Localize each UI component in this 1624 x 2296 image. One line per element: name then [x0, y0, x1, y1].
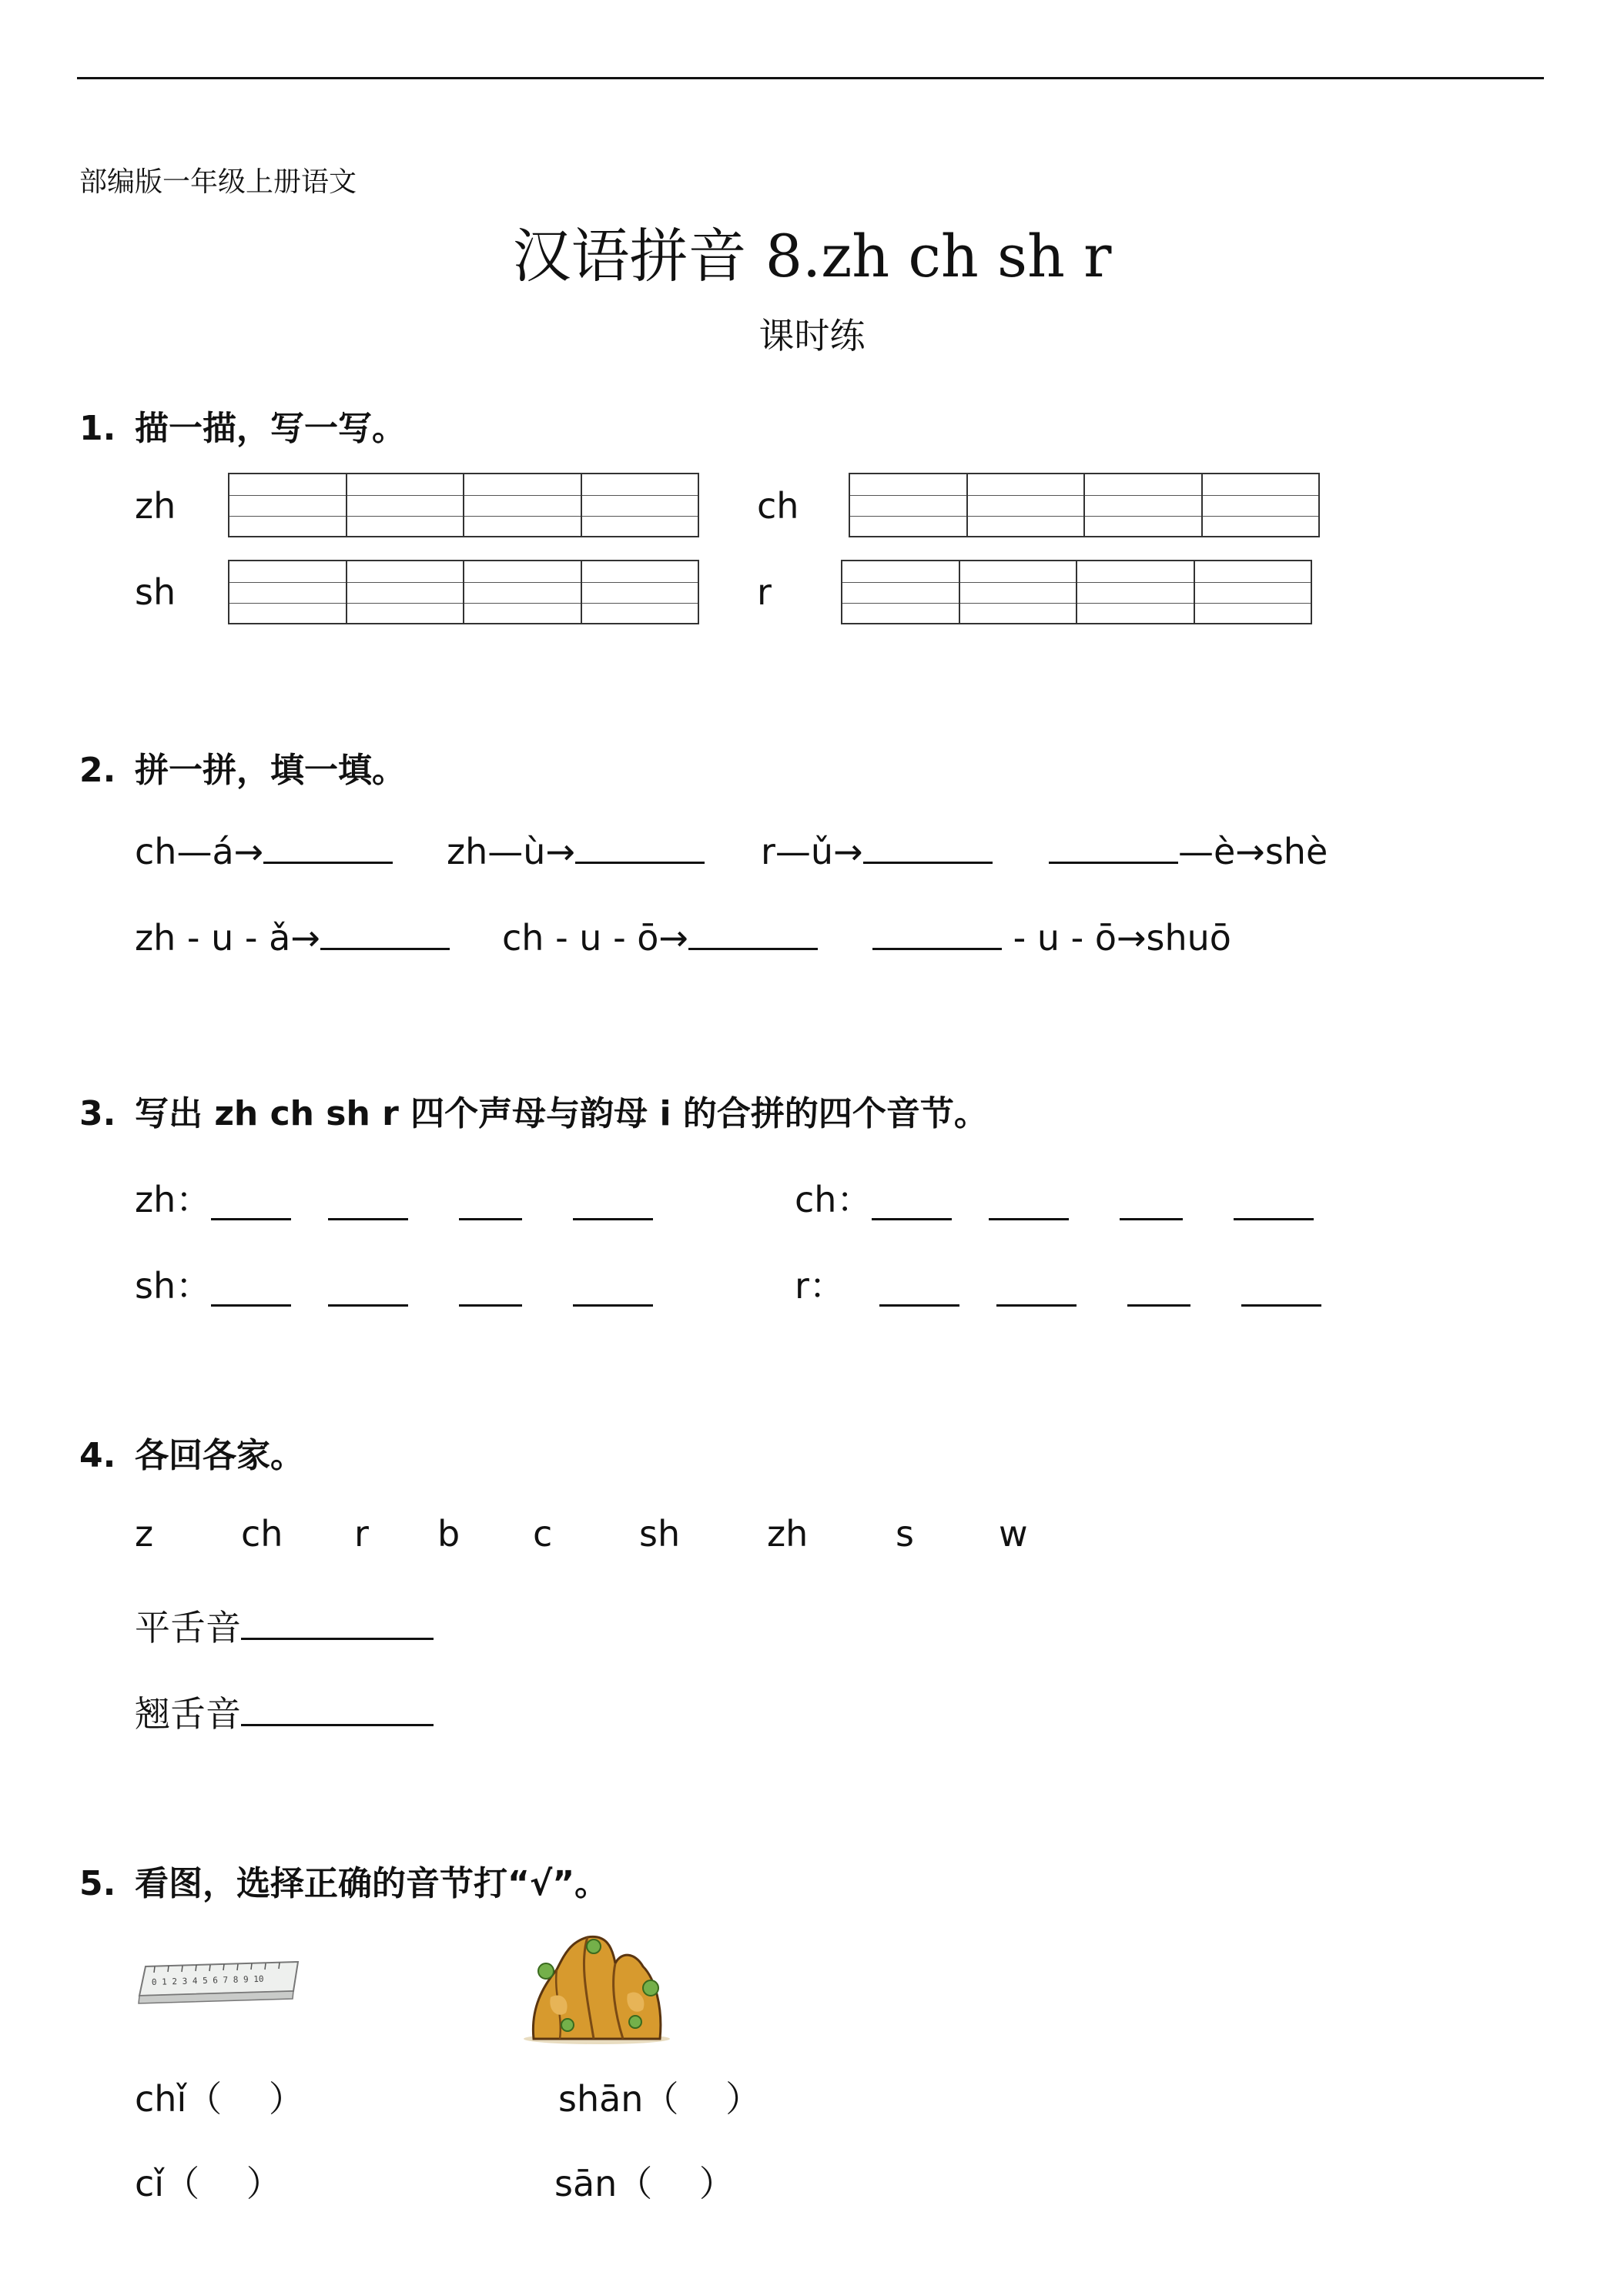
q1-letter-sh: sh — [135, 571, 176, 613]
q1-letter-ch: ch — [757, 485, 799, 527]
writing-grid-zh[interactable] — [228, 473, 699, 537]
answer-blank[interactable] — [863, 828, 993, 864]
q4-curled-row — [135, 1686, 434, 1737]
answer-blank[interactable] — [1120, 1184, 1183, 1220]
q2-item-she-prompt: —è→shè — [1178, 831, 1328, 872]
q2-item-cha — [135, 828, 393, 872]
q3-blanks-r — [879, 1270, 1321, 1310]
answer-blank[interactable] — [459, 1184, 522, 1220]
answer-blank[interactable] — [872, 914, 1002, 950]
answer-blank[interactable] — [879, 1270, 959, 1307]
q5-text: 看图，选择正确的音节打“√”。 — [135, 1864, 609, 1903]
q2-item-she — [1049, 828, 1328, 872]
answer-blank[interactable] — [241, 1690, 434, 1726]
q2-item-ru-prompt: r—ǔ→ — [761, 831, 863, 872]
mountain-picture — [520, 1923, 674, 2047]
q5-option-shan[interactable]: shān（ ） — [558, 2078, 762, 2120]
q2-item-chuo — [502, 914, 818, 959]
ruler-picture — [135, 1956, 304, 2010]
q2-text: 拼一拼，填一填。 — [135, 751, 406, 790]
page-subtitle: 课时练 — [758, 315, 866, 356]
answer-blank[interactable] — [1049, 828, 1178, 864]
q4-letter: zh — [767, 1513, 809, 1555]
answer-blank[interactable] — [573, 1270, 653, 1307]
q1-number: 1. — [79, 409, 116, 448]
q4-letter: sh — [639, 1513, 681, 1555]
q3-number: 3. — [79, 1094, 116, 1133]
q4-flat-label: 平舌音 — [135, 1607, 241, 1648]
answer-blank[interactable] — [328, 1270, 408, 1307]
answer-blank[interactable] — [263, 828, 393, 864]
q3-label-sh: sh： — [135, 1265, 212, 1307]
answer-blank[interactable] — [328, 1184, 408, 1220]
q2-number: 2. — [79, 751, 116, 790]
top-rule — [77, 77, 1544, 79]
q2-item-chuo-prompt: ch - u - ō→ — [502, 917, 688, 959]
ruler-digits: 0 1 2 3 4 5 6 7 8 9 10 — [151, 1973, 264, 1987]
q3-blanks-sh — [211, 1270, 653, 1310]
q4-text: 各回各家。 — [135, 1436, 304, 1475]
q1-letter-zh: zh — [135, 485, 176, 527]
q4-heading — [79, 1427, 304, 1477]
q3-label-zh: zh： — [135, 1179, 212, 1220]
q3-blanks-zh — [211, 1184, 653, 1223]
q2-item-zhu-prompt: zh—ù→ — [447, 831, 575, 872]
answer-blank[interactable] — [872, 1184, 952, 1220]
answer-blank[interactable] — [320, 914, 450, 950]
q3-blanks-ch — [872, 1184, 1314, 1223]
q4-letter: z — [135, 1513, 154, 1555]
q4-flat-row — [135, 1600, 434, 1651]
q4-letter: w — [999, 1513, 1028, 1555]
writing-grid-sh[interactable] — [228, 560, 699, 624]
answer-blank[interactable] — [996, 1270, 1077, 1307]
answer-blank[interactable] — [1127, 1270, 1190, 1307]
q4-letter: r — [354, 1513, 369, 1555]
answer-blank[interactable] — [211, 1184, 291, 1220]
answer-blank[interactable] — [241, 1604, 434, 1640]
answer-blank[interactable] — [459, 1270, 522, 1307]
q4-number: 4. — [79, 1436, 116, 1475]
q3-heading — [79, 1086, 988, 1135]
writing-grid-r[interactable] — [841, 560, 1312, 624]
q4-letter: ch — [241, 1513, 283, 1555]
q3-label-ch: ch： — [795, 1179, 872, 1220]
q5-option-ci[interactable]: cǐ（ ） — [135, 2163, 282, 2204]
q1-text: 描一描，写一写。 — [135, 409, 406, 448]
answer-blank[interactable] — [688, 914, 818, 950]
q2-heading — [79, 742, 406, 792]
q3-label-r: r： — [795, 1265, 845, 1307]
q2-item-cha-prompt: ch—á→ — [135, 831, 264, 872]
q5-heading — [79, 1856, 608, 1905]
q1-heading — [79, 400, 406, 450]
q4-curled-label: 翘舌音 — [135, 1693, 241, 1735]
answer-blank[interactable] — [573, 1184, 653, 1220]
q5-option-san[interactable]: sān（ ） — [554, 2163, 735, 2204]
answer-blank[interactable] — [1234, 1184, 1314, 1220]
q5-number: 5. — [79, 1864, 116, 1903]
q4-letter: s — [896, 1513, 914, 1555]
q2-item-zhu — [447, 828, 705, 872]
q4-letter: b — [437, 1513, 460, 1555]
q2-item-shuo-prompt: - u - ō→shuō — [1002, 917, 1231, 959]
q4-letter: c — [533, 1513, 553, 1555]
answer-blank[interactable] — [989, 1184, 1069, 1220]
subject-label: 部编版一年级上册语文 — [79, 166, 357, 198]
answer-blank[interactable] — [211, 1270, 291, 1307]
q2-item-zhua-prompt: zh - u - ǎ→ — [135, 917, 320, 959]
q3-text: 写出 zh ch sh r 四个声母与韵母 i 的合拼的四个音节。 — [135, 1094, 988, 1133]
q5-option-chi[interactable]: chǐ（ ） — [135, 2078, 304, 2120]
writing-grid-ch[interactable] — [849, 473, 1320, 537]
page-title: 汉语拼音 8.zh ch sh r — [512, 222, 1112, 290]
q2-item-zhua — [135, 914, 450, 959]
q2-item-ru — [761, 828, 993, 872]
answer-blank[interactable] — [1241, 1270, 1321, 1307]
q2-item-shuo — [872, 914, 1231, 959]
q1-letter-r: r — [757, 571, 772, 613]
answer-blank[interactable] — [575, 828, 705, 864]
